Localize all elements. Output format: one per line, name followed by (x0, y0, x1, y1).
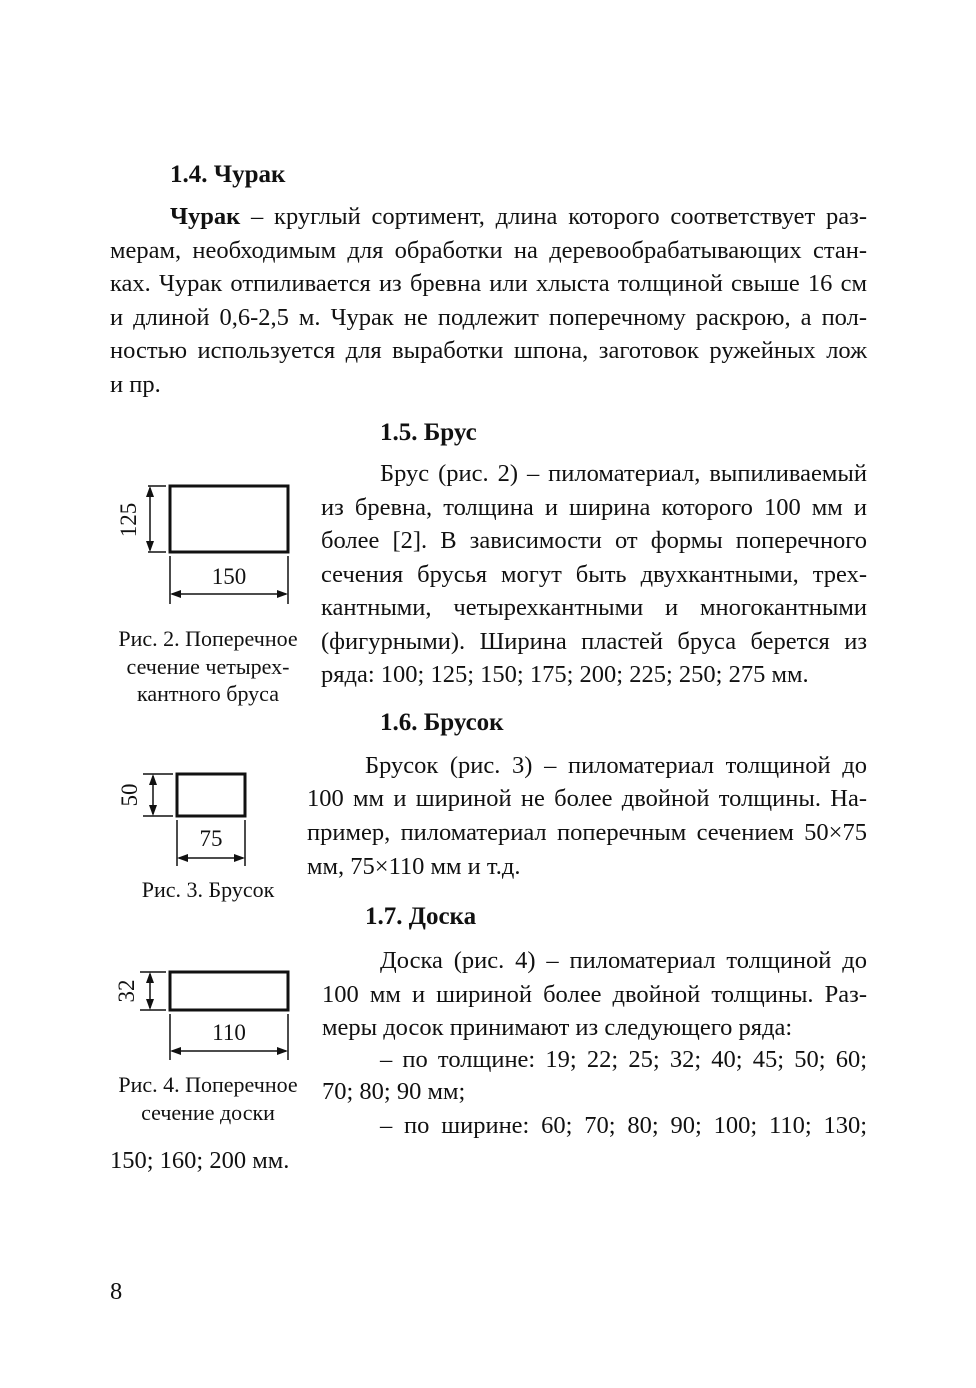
heading-churak: 1.4. Чурак (170, 161, 286, 188)
fig4-caption-line-2: сечение доски (141, 1099, 275, 1125)
brus-line-6: (фигурными). Ширина пластей бруса берется из (321, 628, 867, 655)
fig4-width-label: 110 (212, 1020, 246, 1045)
brusok-line-2: 100 мм и шириной не более двойной толщины. На- (307, 785, 867, 812)
fig3-section-rect (177, 774, 245, 816)
brus-line-2: из бревна, толщина и ширина которого 100 мм и (321, 494, 867, 521)
fig2-section-rect (170, 486, 288, 552)
fig2-caption-line-3: кантного бруса (137, 681, 279, 706)
fig2-caption-line-2: сечение четырех- (126, 653, 290, 679)
fig3-width-label: 75 (199, 826, 223, 851)
fig3-height-label: 50 (117, 783, 142, 807)
doska-line-2: 100 мм и шириной более двойной толщины. Раз- (322, 981, 867, 1008)
brusok-line-1: Брусок (рис. 3) – пиломатериал толщиной до (365, 752, 867, 779)
churak-line-3: ках. Чурак отпиливается из бревна или хлыста толщиной свыше 16 см (110, 270, 867, 297)
doska-line-4: – по толщине: 19; 22; 25; 32; 40; 45; 50; 60; (380, 1046, 867, 1073)
fig3-caption-line-1: Рис. 3. Брусок (141, 877, 275, 902)
fig2-width-label: 150 (211, 564, 247, 589)
fig2-caption-line-1: Рис. 2. Поперечное (118, 626, 298, 651)
churak-line-1 (170, 205, 867, 230)
figure-3-drawing (115, 764, 255, 874)
figure-2-drawing (108, 470, 308, 610)
brusok-line-4: мм, 75×110 мм и т.д. (307, 853, 521, 880)
doska-line-5: 70; 80; 90 мм; (322, 1078, 466, 1105)
doska-line-3: меры досок принимают из следующего ряда: (322, 1014, 793, 1041)
brus-line-4: сечения брусья могут быть двухкантными, трех- (321, 561, 867, 588)
brus-line-7: ряда: 100; 125; 150; 175; 200; 225; 250; 275 мм. (321, 661, 809, 688)
doska-line-1: Доска (рис. 4) – пиломатериал толщиной до (380, 947, 867, 974)
heading-brus: 1.5. Брус (380, 419, 477, 446)
brus-line-5: кантными, четырехкантными и многокантными (321, 594, 867, 621)
figure-4-drawing (108, 960, 308, 1070)
churak-line-2: мерам, необходимым для обработки на деревообрабатывающих стан- (110, 237, 867, 264)
churak-line-6: и пр. (110, 371, 161, 398)
heading-brusok: 1.6. Брусок (380, 709, 504, 736)
brus-line-3: более [2]. В зависимости от формы поперечного (321, 527, 867, 554)
figure-3-caption (108, 876, 308, 904)
churak-term: Чурак (170, 203, 241, 230)
figure-2-caption (108, 625, 308, 708)
doska-line-6: – по ширине: 60; 70; 80; 90; 100; 110; 130; (380, 1112, 867, 1139)
fig4-height-label: 32 (114, 979, 139, 1003)
churak-line-4: и длиной 0,6-2,5 м. Чурак не подлежит поперечному раскрою, а пол- (110, 304, 867, 331)
brusok-line-3: пример, пиломатериал поперечным сечением 50×75 (307, 819, 867, 846)
fig4-section-rect (170, 972, 288, 1010)
churak-line-5: ностью используется для выработки шпона, заготовок ружейных лож (110, 337, 867, 364)
figure-4-caption (108, 1071, 308, 1126)
doska-line-7: 150; 160; 200 мм. (110, 1147, 290, 1174)
fig4-caption-line-1: Рис. 4. Поперечное (118, 1072, 298, 1097)
fig2-height-label: 125 (116, 502, 141, 538)
page-number: 8 (110, 1278, 123, 1305)
brus-line-1: Брус (рис. 2) – пиломатериал, выпиливаемый (380, 460, 867, 487)
churak-line-1-text: – круглый сортимент, длина которого соответствует раз- (240, 203, 867, 230)
heading-doska: 1.7. Доска (365, 903, 477, 930)
